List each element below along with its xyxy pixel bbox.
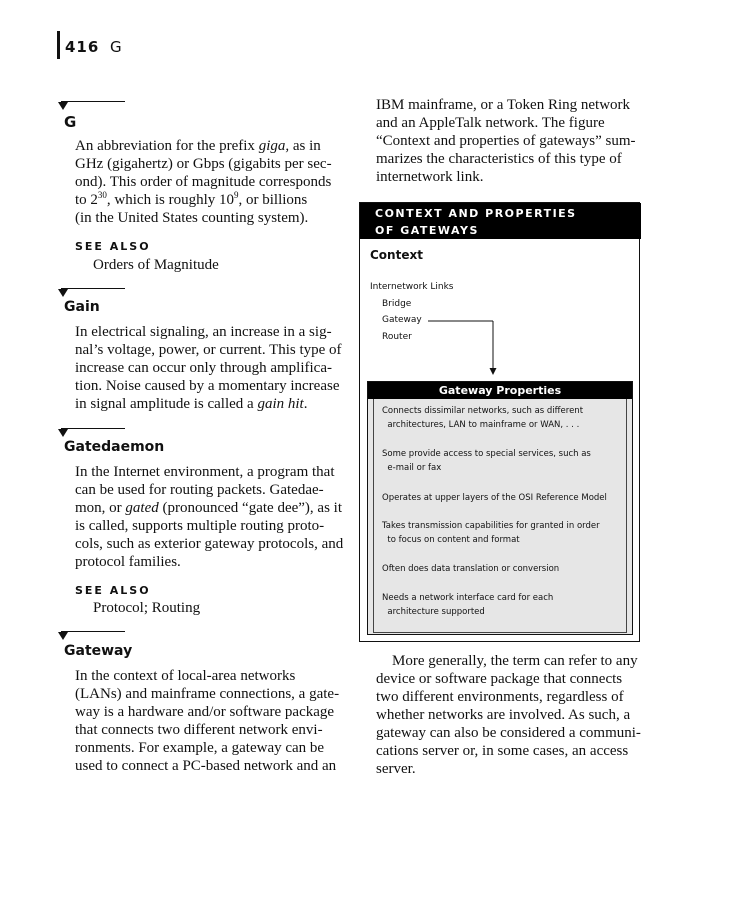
entry-heading-gateway: Gateway	[64, 643, 133, 659]
tree-node-bridge: Bridge	[382, 299, 412, 309]
entry-body-g: An abbreviation for the prefix giga, as in GHz (gigahertz) or Gbps (gigabits per sec- ond). This order of magnitude corresponds to $2^{30}$, which is roughly $10^9$, or billions (in the United States counting system).	[75, 138, 332, 226]
entry-heading-g: G	[64, 113, 77, 131]
tree-root: Internetwork Links	[370, 282, 454, 292]
page-number: 416	[65, 38, 100, 56]
running-header	[57, 31, 157, 59]
property-item: Some provide access to special services, such as e-mail or fax	[382, 449, 591, 473]
property-item: Operates at upper layers of the OSI Reference Model	[382, 493, 607, 503]
property-item: Needs a network interface card for each architecture supported	[382, 593, 554, 617]
header-rule	[57, 31, 60, 59]
property-item: Connects dissimilar networks, such as different architectures, LAN to mainframe or WAN, . . .	[382, 406, 584, 430]
property-item: Takes transmission capabilities for granted in order to focus on content and format	[382, 521, 600, 545]
entry-body-gateway: In the context of local-area networks (LANs) and mainframe connections, a gate- way is a hardware and/or software package that connects two different network envi- ronments. For example, a gateway can be used to connect a PC-based network and an	[75, 668, 340, 774]
entry-marker	[58, 427, 128, 439]
entry-heading-gain: Gain	[64, 299, 100, 315]
figure-title: CONTEXT AND PROPERTIES OF GATEWAYS	[360, 203, 641, 239]
entry-marker	[58, 100, 128, 112]
properties-title: Gateway Properties	[368, 382, 632, 399]
entry-heading-gatedaemon: Gatedaemon	[64, 439, 165, 455]
context-label: Context	[370, 248, 423, 262]
gateway-properties-box	[367, 381, 633, 635]
entry-marker	[58, 287, 128, 299]
tree-node-gateway: Gateway	[382, 315, 422, 325]
property-item: Often does data translation or conversion	[382, 564, 560, 574]
entry-body-gain: In electrical signaling, an increase in a sig- nal’s voltage, power, or current. This type of increase can occur only through amplifica- tion. Noise caused by a momentary increase in signal amplitude is called a gain hit.	[75, 324, 342, 412]
entry-body-gatedaemon: In the Internet environment, a program that can be used for routing packets. Gatedae- mon, or gated (pronounced “gate dee”), as it is called, supports multiple routing proto- cols, such as exterior gateway protocols, and protocol families.	[75, 464, 344, 570]
see-also-label: SEE ALSO	[75, 584, 151, 597]
see-also-link[interactable]: Protocol; Routing	[93, 600, 201, 616]
body-conclusion: More generally, the term can refer to any device or software package that connects two different environments, regardless of whether networks are involved. As such, a gateway can also be considered a communi- cations server or, in some cases, an access server.	[376, 653, 641, 777]
section-letter: G	[110, 38, 122, 56]
figure-gateways	[359, 202, 640, 642]
body-continuation: IBM mainframe, or a Token Ring network and an AppleTalk network. The figure “Context and properties of gateways” sum- marizes the characteristics of this type of internetwork link.	[376, 97, 636, 185]
entry-marker	[58, 630, 128, 642]
connector-arrow	[360, 203, 641, 383]
tree-node-router: Router	[382, 332, 412, 342]
see-also-label: SEE ALSO	[75, 240, 151, 253]
see-also-link[interactable]: Orders of Magnitude	[93, 257, 219, 273]
properties-list	[373, 399, 627, 633]
